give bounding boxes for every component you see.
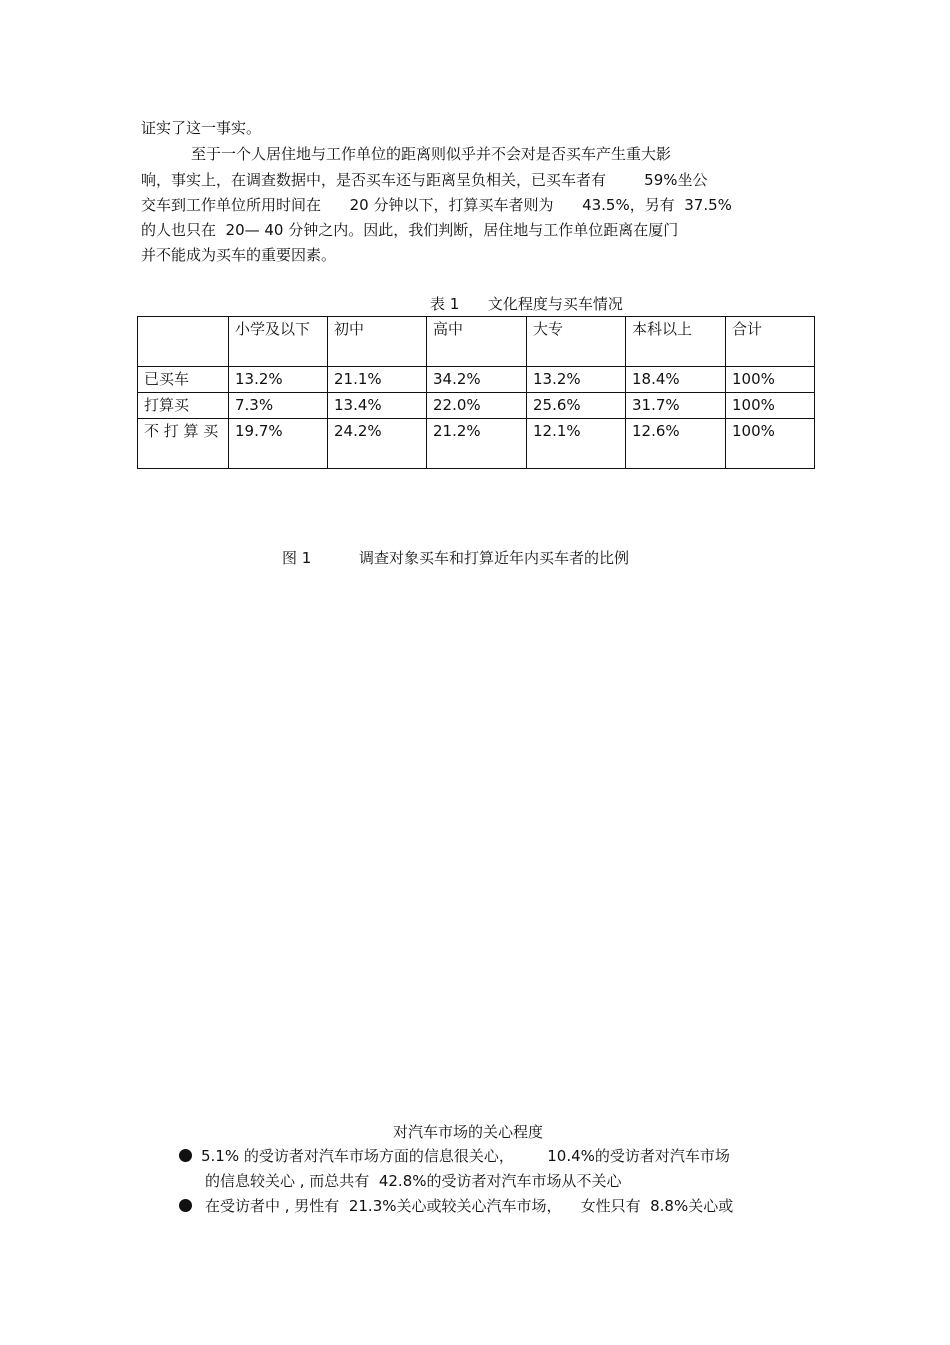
bullet-text: 在受访者中 , 男性有 21.3%关心或较关心汽车市场， 女性只有 8.8%关心或: [205, 1197, 734, 1215]
table-header-cell: 大专: [527, 317, 626, 367]
table-cell: 12.1%: [527, 419, 626, 469]
table-cell: 21.1%: [328, 367, 427, 393]
table-cell: 100%: [726, 393, 815, 419]
table-cell: 已买车: [138, 367, 229, 393]
paragraph-line: 交车到工作单位所用时间在 20 分钟以下，打算买车者则为 43.5%，另有 37.5%: [141, 196, 732, 214]
table-cell: 34.2%: [427, 367, 527, 393]
bullet-icon: [179, 1199, 192, 1212]
table-row: [138, 367, 815, 393]
paragraph-line: 至于一个人居住地与工作单位的距离则似乎并不会对是否买车产生重大影: [191, 145, 672, 163]
table-cell: 13.2%: [527, 367, 626, 393]
education-table: [137, 316, 815, 469]
table-cell: 7.3%: [229, 393, 328, 419]
table-header-row: [138, 317, 815, 367]
figure-caption: 图 1 调查对象买车和打算近年内买车者的比例: [282, 549, 629, 567]
table-cell: 13.4%: [328, 393, 427, 419]
bullet-text: 的信息较关心 , 而总共有 42.8%的受访者对汽车市场从不关心: [205, 1172, 622, 1190]
table-cell: 31.7%: [626, 393, 726, 419]
paragraph-line: 证实了这一事实。: [141, 119, 262, 137]
table-header-cell: 高中: [427, 317, 527, 367]
table-cell: 19.7%: [229, 419, 328, 469]
table-row: [138, 419, 815, 469]
table-cell: 100%: [726, 419, 815, 469]
table-cell: 22.0%: [427, 393, 527, 419]
bullet-text: 5.1% 的受访者对汽车市场方面的信息很关心， 10.4%的受访者对汽车市场: [201, 1147, 730, 1165]
table-cell: 18.4%: [626, 367, 726, 393]
table-cell: 13.2%: [229, 367, 328, 393]
table-cell: 打算买: [138, 393, 229, 419]
table-cell: 12.6%: [626, 419, 726, 469]
paragraph-line: 响，事实上，在调查数据中，是否买车还与距离呈负相关，已买车者有 59%坐公: [141, 171, 708, 189]
paragraph-line: 并不能成为买车的重要因素。: [141, 246, 337, 264]
table-cell: 不 打 算 买: [138, 419, 229, 469]
table-header-cell: 本科以上: [626, 317, 726, 367]
table-header-cell: 小学及以下: [229, 317, 328, 367]
table-cell: 100%: [726, 367, 815, 393]
table-cell: 24.2%: [328, 419, 427, 469]
table-header-cell: 合计: [726, 317, 815, 367]
table-header-cell: 初中: [328, 317, 427, 367]
table-header-cell: [138, 317, 229, 367]
paragraph-line: 的人也只在 20— 40 分钟之内。因此，我们判断，居住地与工作单位距离在厦门: [141, 221, 679, 239]
table-row: [138, 393, 815, 419]
section-heading: 对汽车市场的关心程度: [393, 1123, 544, 1141]
table-caption: 表 1 文化程度与买车情况: [430, 295, 623, 313]
table-cell: 25.6%: [527, 393, 626, 419]
bullet-icon: [179, 1149, 192, 1162]
table-cell: 21.2%: [427, 419, 527, 469]
